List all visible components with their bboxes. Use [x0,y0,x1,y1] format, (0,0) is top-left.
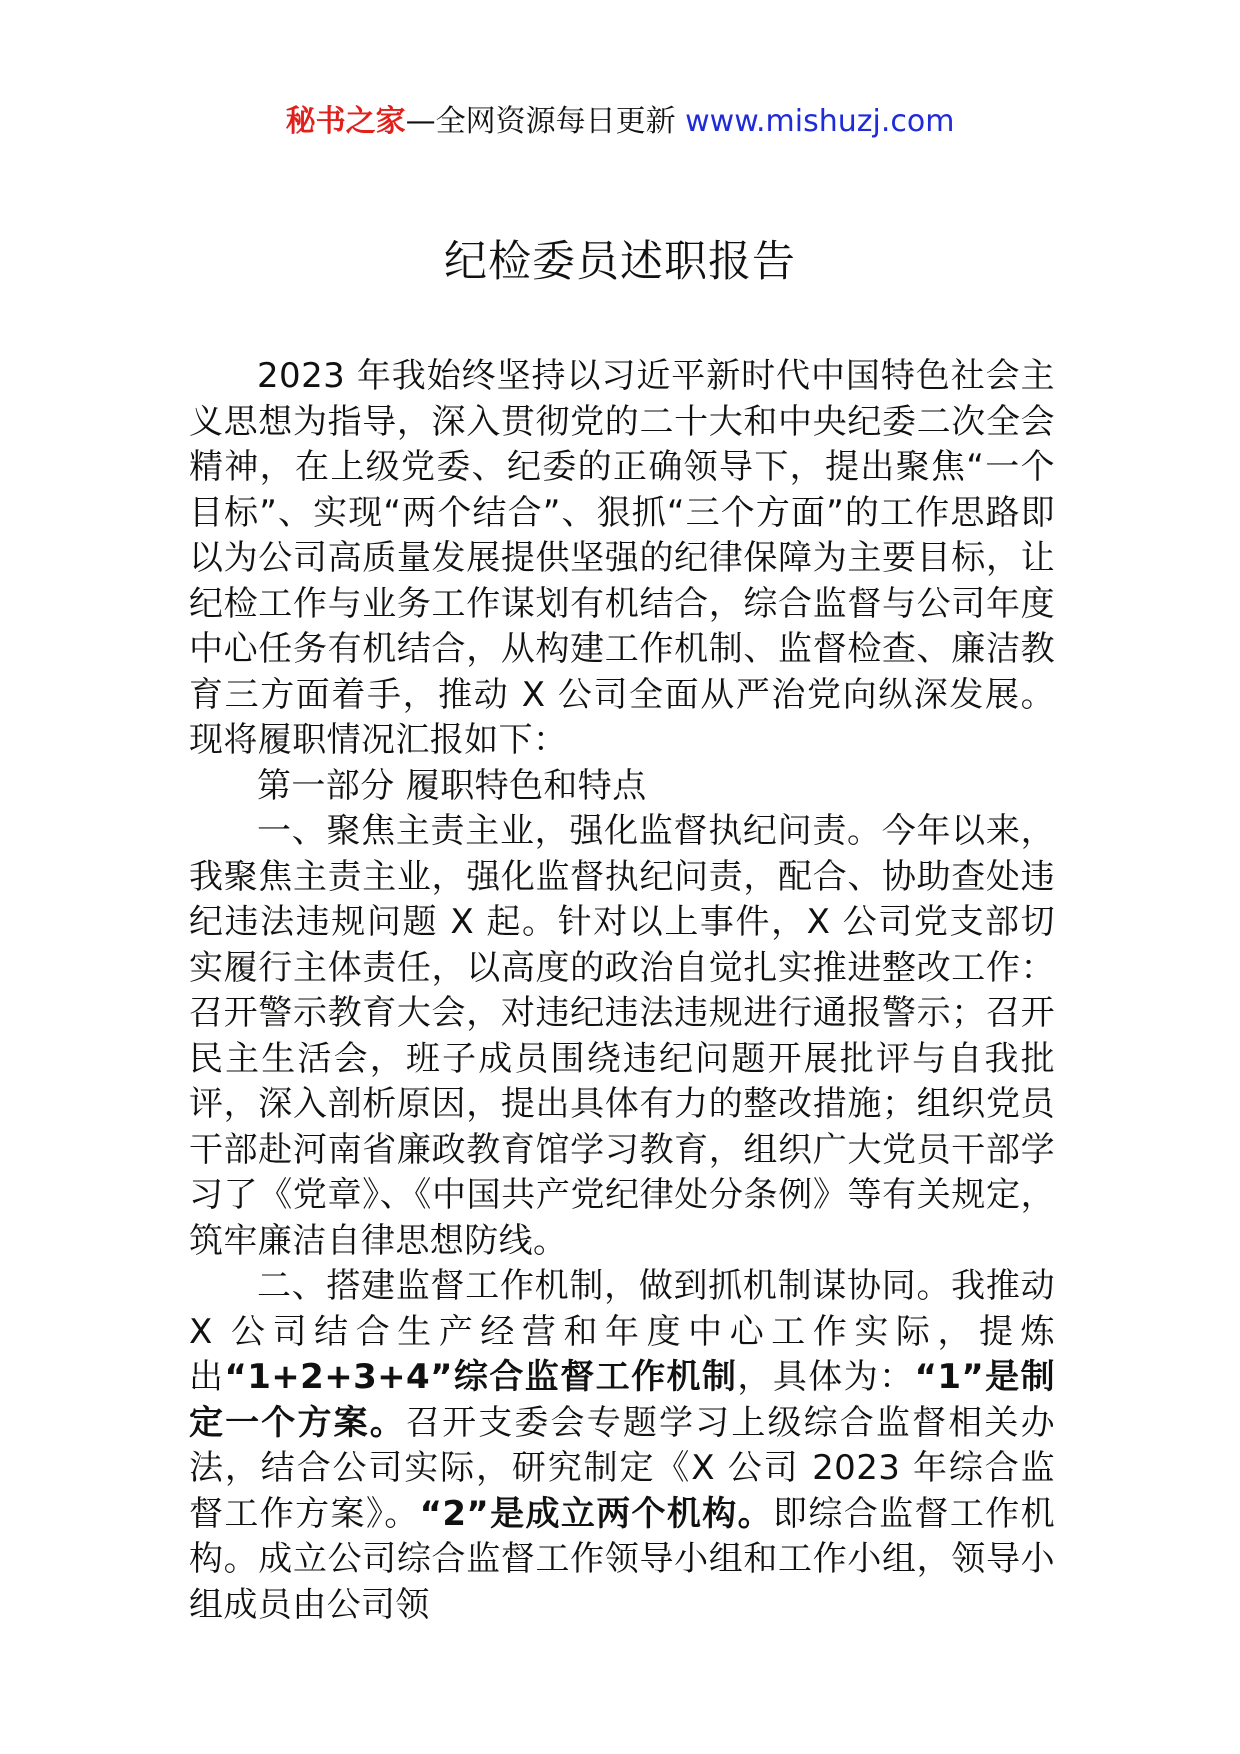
document-body [189,354,1055,1628]
document-title: 纪检委员述职报告 [444,237,796,287]
mechanism-item-two-bold: “2”是成立两个机构。 [419,1493,774,1534]
mechanism-detail-lead: ，具体为： [737,1357,915,1397]
mechanism-name-bold: “1+2+3+4”综合监督工作机制 [224,1357,738,1397]
site-header [0,102,1240,142]
site-url-link[interactable]: www.mishuzj.com [685,104,955,139]
mechanism-intro-text: 二、搭建监督工作机制，做到抓机制谋协同。我推动 X 公司结合生产经营和年度中心工作实际，提炼出 [189,1266,1055,1397]
paragraph-focus-duty: 一、聚焦主责主业，强化监督执纪问责。今年以来，我聚焦主责主业，强化监督执纪问责，配合、协助查处违纪违法违规问题 X 起。针对以上事件，X 公司党支部切实履行主体责任，以高度的政治自觉扎实推进整改工作：召开警示教育大会，对违纪违法违规进行通报警示；召开民主生活会，班子成员围绕违纪问题开展批评与自我批评，深入剖析原因，提出具体有力的整改措施；组织党员干部赴河南省廉政教育馆学习教育，组织广大党员干部学习了《党章》、《中国共产党纪律处分条例》等有关规定，筑牢廉洁自律思想防线。 [189,811,1055,1261]
paragraph-intro: 2023 年我始终坚持以习近平新时代中国特色社会主义思想为指导，深入贯彻党的二十大和中央纪委二次全会精神，在上级党委、纪委的正确领导下，提出聚焦“一个目标”、实现“两个结合”、狠抓“三个方面”的工作思路即以为公司高质量发展提供坚强的纪律保障为主要目标，让纪检工作与业务工作谋划有机结合，综合监督与公司年度中心任务有机结合，从构建工作机制、监督检查、廉洁教育三方面着手，推动 X 公司全面从严治党向纵深发展。现将履职情况汇报如下： [189,356,1055,760]
brand-name: 秘书之家 [285,104,406,139]
mechanism-item-one-bold: “1”是制定一个方案。 [189,1357,1056,1443]
mechanism-item-one-text: 召开支委会专题学习上级综合监督相关办法，结合公司实际，研究制定《X 公司 2023 年综合监督工作方案》。 [189,1402,1055,1534]
section-heading-part-one: 第一部分 履职特色和特点 [257,765,647,806]
mechanism-item-two-text: 即综合监督工作机构。成立公司综合监督工作领导小组和工作小组，领导小组成员由公司领 [189,1493,1055,1625]
paragraph-supervision-mechanism [189,1264,1055,1628]
header-tagline: —全网资源每日更新 [405,104,686,139]
